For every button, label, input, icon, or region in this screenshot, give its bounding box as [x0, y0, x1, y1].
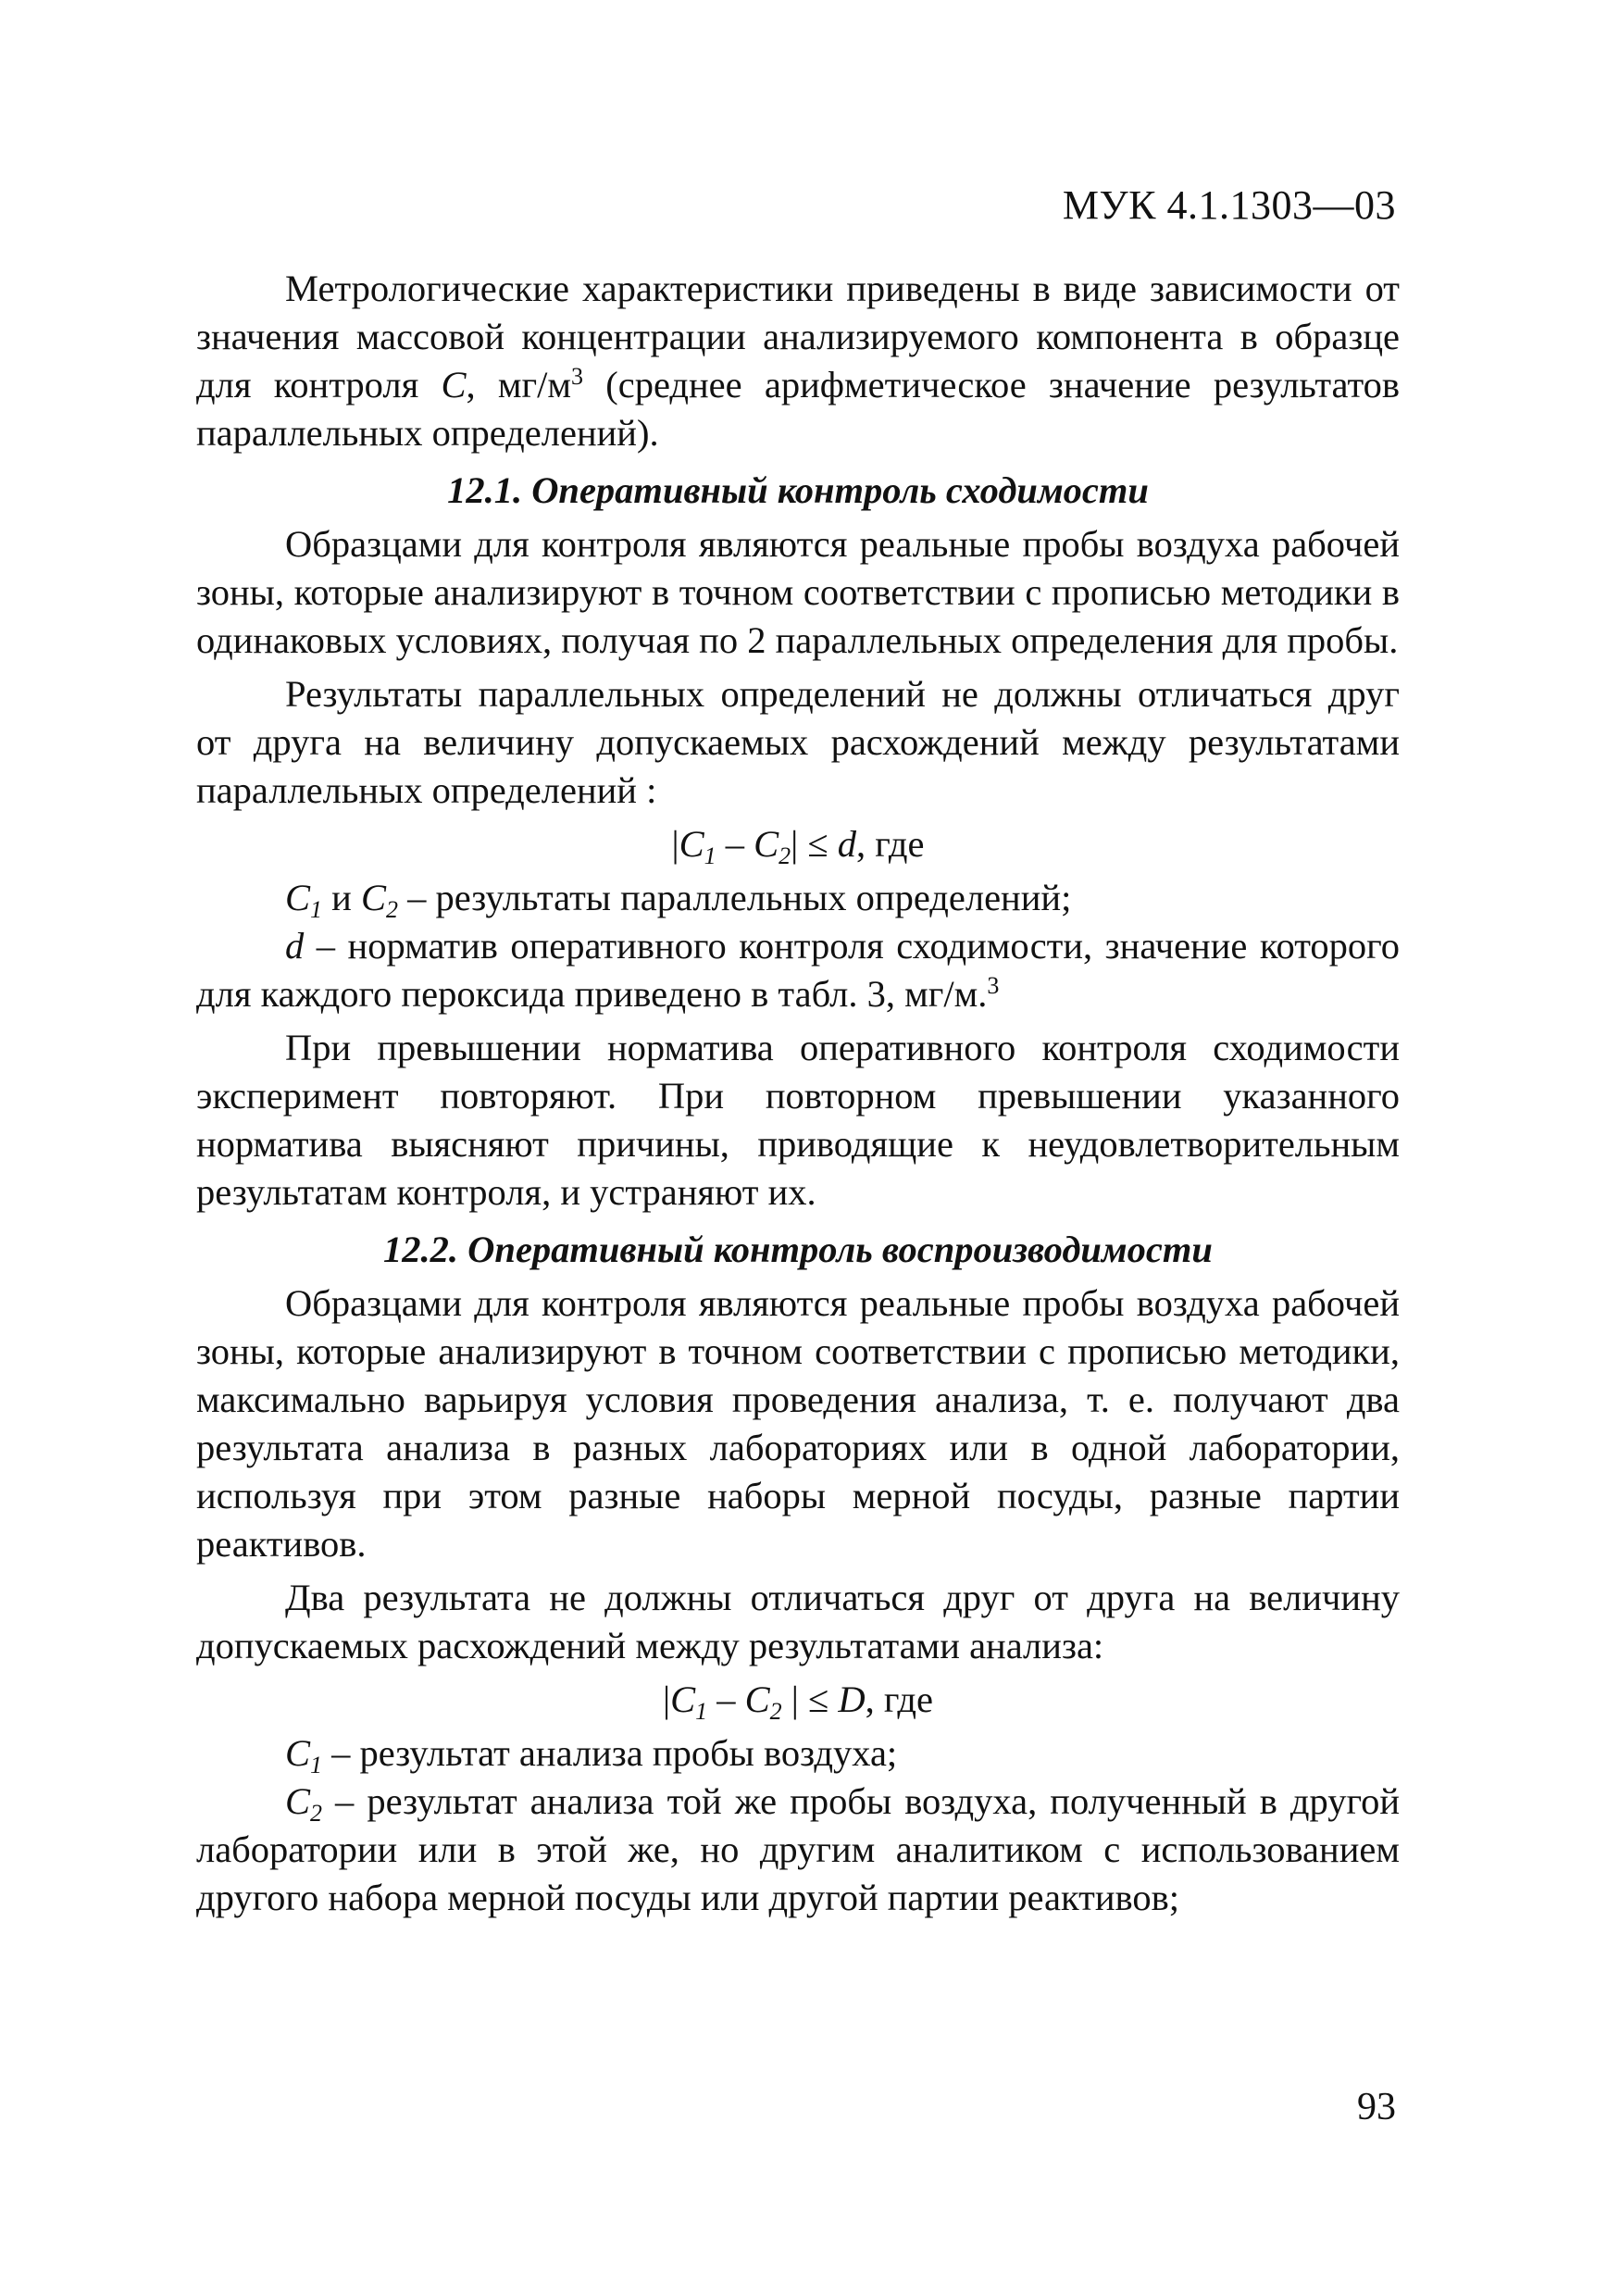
formula-c1: C: [679, 823, 704, 865]
formula2-leq: | ≤: [781, 1678, 839, 1720]
document-code: МУК 4.1.1303—03: [1062, 182, 1396, 228]
section2-paragraph-2: Два результата не должны отличаться друг от друга на величину допускаемых расхождений между результатами анализа:: [196, 1577, 1400, 1666]
formula-repeatability: [196, 820, 1400, 868]
def2-c1-text: – результат анализа пробы воздуха;: [322, 1732, 898, 1774]
def-d: d: [285, 925, 305, 967]
formula-leq: | ≤: [791, 823, 838, 865]
formula-d: d: [837, 823, 857, 865]
intro-text-3: (среднее арифметическое значение результатов параллельных определений).: [196, 364, 1400, 454]
page-body: [196, 265, 1400, 1922]
formula2-c2: C: [744, 1678, 770, 1720]
formula-tail: , где: [856, 823, 925, 865]
def-d-superscript: 3: [987, 972, 1000, 999]
formula2-minus: –: [707, 1678, 745, 1720]
section1-paragraph-1: Образцами для контроля являются реальные пробы воздуха рабочей зоны, которые анализируют в точном соответствии с прописью методики в одинаковых условиях, получая по 2 параллельных определения для пробы.: [196, 523, 1400, 661]
def-c-text: – результаты параллельных определений;: [397, 877, 1072, 918]
section1-definition-d: [196, 922, 1400, 1018]
section2-definition-c2: [196, 1778, 1400, 1922]
formula-bar: |: [671, 823, 679, 865]
formula-sub1: 1: [704, 842, 716, 869]
formula2-sub2: 2: [769, 1698, 782, 1725]
intro-text-2: , мг/м: [466, 364, 571, 406]
def-sub2: 2: [385, 896, 398, 923]
section2-paragraph-1: Образцами для контроля являются реальные пробы воздуха рабочей зоны, которые анализируют в точном соответствии с прописью методики, максимально варьируя условия проведения анализа, т. е. получают два результата анализа в разных лабораториях или в одной лаборатории, используя при этом разные наборы мерной посуды, разные партии реактивов.: [196, 1282, 1400, 1565]
def-c2: C: [360, 877, 386, 918]
formula2-tail: , где: [865, 1678, 934, 1720]
def-sub1: 1: [310, 896, 323, 923]
section-title-12-1: 12.1. Оперативный контроль сходимости: [447, 469, 1149, 511]
formula2-c1: C: [670, 1678, 696, 1720]
section1-paragraph-2: Результаты параллельных определений не должны отличаться друг от друга на величину допускаемых расхождений между результатами параллельных определений :: [196, 673, 1400, 811]
section2-definition-c1: [196, 1729, 1400, 1778]
intro-text-1: Метрологические характеристики приведены в виде зависимости от значения массовой концентрации анализируемого компонента в образце для контроля: [196, 268, 1400, 406]
def2-sub2: 2: [310, 1800, 323, 1827]
intro-superscript: 3: [571, 363, 583, 390]
formula2-sub1: 1: [695, 1698, 708, 1725]
formula-c2: C: [754, 823, 779, 865]
formula2-d: D: [838, 1678, 866, 1720]
formula-reproducibility: [196, 1676, 1400, 1724]
def2-c2: C: [285, 1780, 311, 1822]
formula-minus: –: [716, 823, 754, 865]
page-number: 93: [1357, 2086, 1396, 2128]
def2-c1: C: [285, 1732, 311, 1774]
section-title-12-2: 12.2. Оперативный контроль воспроизводимости: [383, 1229, 1213, 1270]
def-d-text: – норматив оперативного контроля сходимости, значение которого для каждого пероксида приведено в табл. 3, мг/м.: [196, 925, 1400, 1015]
section1-definition-c: [196, 874, 1400, 922]
intro-variable: C: [441, 364, 467, 406]
def-c1: C: [285, 877, 311, 918]
def2-c2-text: – результат анализа той же пробы воздуха, полученный в другой лаборатории или в этой же, но другим аналитиком с использованием другого набора мерной посуды или другой партии реактивов;: [196, 1780, 1400, 1918]
formula2-bar: |: [662, 1678, 671, 1720]
section1-paragraph-3: При превышении норматива оперативного контроля сходимости эксперимент повторяют. При повторном превышении указанного норматива выясняют причины, приводящие к неудовлетворительным результатам контроля, и устраняют их.: [196, 1027, 1400, 1213]
formula-sub2: 2: [779, 842, 791, 869]
def-and: и: [322, 877, 361, 918]
def2-sub1: 1: [310, 1752, 323, 1778]
intro-paragraph: [196, 265, 1400, 457]
